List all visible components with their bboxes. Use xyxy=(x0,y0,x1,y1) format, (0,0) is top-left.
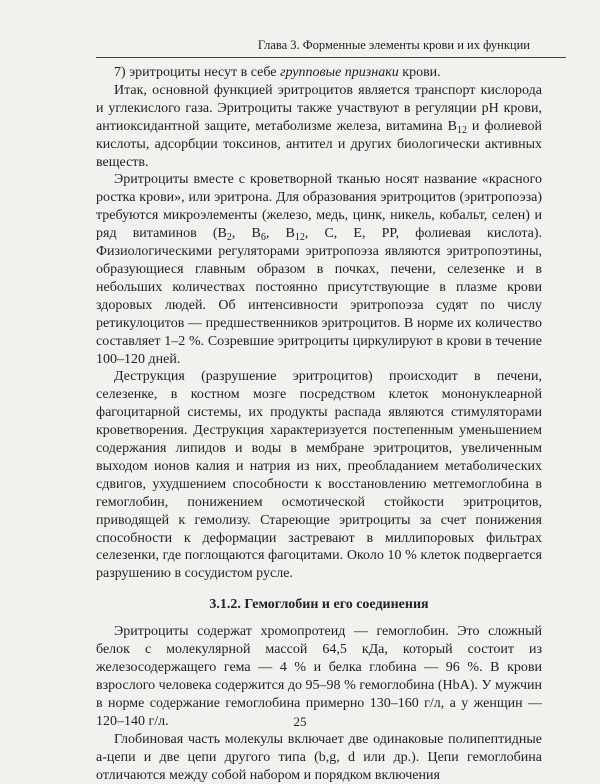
paragraph-3: Эритроциты вместе с кроветворной тканью носят название «красного ростка крови», или эритрона. Для образования эритроцитов (эритропоэза) требуются микроэлементы (железо, медь, цинк, никель, кобальт, селен) и ряд витаминов ($B_2$, $B_6$, $B_{12}$, C, E, PP, фолиевая кислота). Физиологическими регуляторами эритропоэза являются эритропоэтины, образующиеся главным образом в почках, печени, селезенке и в небольших количествах постоянно присутствующие в плазме крови здоровых людей. Об интенсивности эритропоэза судят по числу ретикулоцитов — предшественников эритроцитов. В норме их количество составляет 1–2 %. Созревшие эритроциты циркулируют в крови в течение 100–120 дней. xyxy=(96,172,543,367)
section-heading: 3.1.2. Гемоглобин и его соединения xyxy=(209,597,429,613)
paragraph-5: Эритроциты содержат хромопротеид — гемоглобин. Это сложный белок с молекулярной массой 64,5 кДа, который состоит из железосодержащего гема — 4 % и белка глобина — 96 %. В крови взрослого человека содержится до 95–98 % гемоглобина (HbA). У мужчин в норме содержание гемоглобина примерно 130–160 г/л, а у женщин — 120–140 г/л. xyxy=(96,624,542,729)
page-number: 25 xyxy=(293,714,307,729)
page-content xyxy=(96,64,542,784)
paragraph-1: 7) эритроциты несут в себе групповые признаки крови. xyxy=(114,65,441,80)
paragraph-4: Деструкция (разрушение эритроцитов) происходит в печени, селезенке, в костном мозге посредством клеток мононуклеарной фагоцитарной системы, их продукты распада являются стимуляторами кроветворения. Деструкция характеризуется постепенным уменьшением содержания липидов и воды в мембране эритроцитов, увеличенным выходом ионов калия и натрия из них, преобладанием метаболических сдвигов, ухудшением способности к восстановлению метгемоглобина в гемоглобин, понижением осмотической стойкости эритроцитов, приводящей к гемолизу. Стареющие эритроциты за счет понижения способности к деформации застревают в миллипоровых фильтрах селезенки, где поглощаются фагоцитами. Около 10 % клеток подвергается разрушению в сосудистом русле. xyxy=(96,369,542,582)
emphasis: групповые признаки xyxy=(280,65,399,80)
running-head: Глава 3. Форменные элементы крови и их функции xyxy=(257,38,530,52)
paragraph-2: Итак, основной функцией эритроцитов является транспорт кислорода и углекислого газа. Эритроциты также участвуют в регуляции pH крови, антиоксидантной защите, метаболизме железа, витамина $B_{12}$ и фолиевой кислоты, адсорбции токсинов, антител и других биологически активных веществ. xyxy=(96,82,542,170)
paragraph-6: Глобиновая часть молекулы включает две одинаковые полипептидные a-цепи и две цепи другого типа (b,g, d или др.). Цепи гемоглобина отличаются между собой набором и порядком включения xyxy=(96,731,542,783)
header-rule xyxy=(96,57,566,58)
